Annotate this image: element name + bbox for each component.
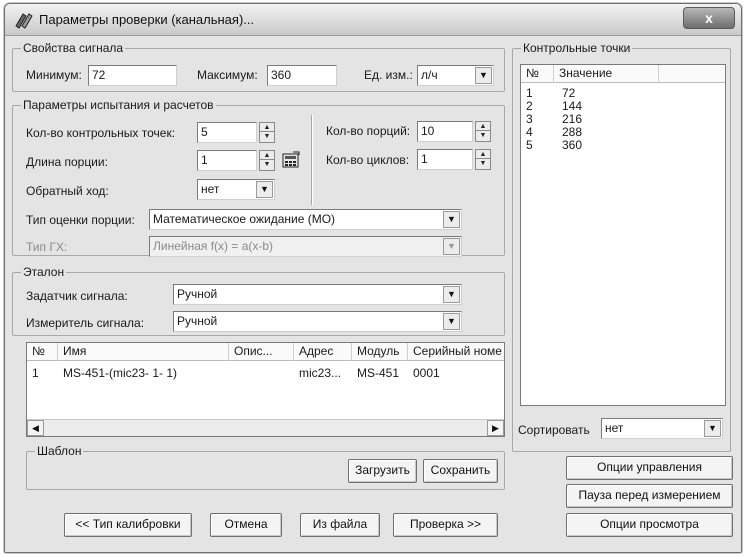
etalon-legend: Эталон — [23, 265, 65, 279]
cp-value: 72 — [562, 86, 576, 100]
spin-down-icon[interactable]: ▼ — [263, 161, 271, 168]
maximum-label: Максимум: — [197, 68, 258, 82]
view-options-button[interactable]: Опции просмотра — [566, 513, 733, 537]
estimate-type-label: Тип оценки порции: — [26, 213, 135, 227]
estimate-type-value: Математическое ожидание (МО) — [153, 212, 336, 226]
checkpoints-legend: Контрольные точки — [523, 41, 631, 55]
check-next-button[interactable]: Проверка >> — [393, 513, 498, 537]
close-icon: x — [705, 10, 713, 26]
portions-label: Кол-во порций: — [326, 124, 411, 138]
row-name: MS-451-(mic23- 1- 1) — [63, 366, 178, 380]
cp-num: 3 — [526, 112, 533, 126]
col-name[interactable]: Имя — [58, 343, 229, 361]
calculator-icon[interactable] — [282, 151, 300, 169]
cycles-spinner[interactable] — [475, 149, 491, 170]
spin-down-icon[interactable]: ▼ — [479, 160, 487, 167]
list-item[interactable] — [521, 126, 725, 139]
col-serial[interactable]: Серийный номе — [413, 344, 502, 358]
col-address[interactable]: Адрес — [294, 343, 352, 361]
reverse-dropdown-icon[interactable]: ▼ — [256, 181, 273, 198]
signal-meter-select[interactable] — [173, 311, 462, 332]
sort-dropdown-icon[interactable]: ▼ — [704, 420, 721, 437]
checkpoints-list[interactable] — [520, 64, 726, 406]
unit-label: Ед. изм.: — [364, 68, 413, 82]
list-item[interactable] — [521, 139, 725, 152]
cp-value: 360 — [562, 138, 583, 152]
cp-col-num[interactable]: № — [521, 65, 554, 83]
portion-length-input[interactable]: 1 — [197, 150, 257, 171]
gx-type-select — [149, 236, 462, 257]
gx-type-value: Линейная f(x) = a(x-b) — [153, 239, 274, 253]
list-item[interactable] — [521, 87, 725, 100]
portions-input[interactable]: 10 — [417, 121, 473, 142]
app-icon — [14, 11, 34, 29]
signal-setter-label: Задатчик сигнала: — [26, 289, 128, 303]
scroll-left-icon[interactable]: ◀ — [27, 420, 44, 436]
unit-dropdown-icon[interactable]: ▼ — [475, 67, 492, 84]
spin-down-icon[interactable]: ▼ — [479, 132, 487, 139]
row-serial: 0001 — [413, 366, 440, 380]
window-title: Параметры проверки (канальная)... — [39, 12, 255, 27]
minimum-input[interactable]: 72 — [88, 65, 177, 86]
signal-meter-label: Измеритель сигнала: — [26, 316, 145, 330]
title-bar[interactable] — [5, 4, 741, 36]
scroll-right-icon[interactable]: ▶ — [487, 420, 504, 436]
spin-up-icon[interactable]: ▲ — [476, 150, 490, 159]
list-item[interactable] — [521, 100, 725, 113]
unit-select[interactable] — [417, 65, 494, 86]
cp-value: 288 — [562, 125, 583, 139]
spin-up-icon[interactable]: ▲ — [260, 123, 274, 132]
estimate-dropdown-icon[interactable]: ▼ — [443, 211, 460, 228]
portion-length-spinner[interactable] — [259, 150, 275, 171]
spin-down-icon[interactable]: ▼ — [263, 133, 271, 140]
test-parameters-legend: Параметры испытания и расчетов — [23, 98, 214, 112]
control-options-button[interactable]: Опции управления — [566, 456, 733, 480]
close-button[interactable] — [683, 7, 735, 29]
reverse-select[interactable] — [197, 179, 275, 200]
devices-hscrollbar[interactable] — [27, 419, 504, 436]
portion-length-label: Длина порции: — [26, 155, 108, 169]
sort-label: Сортировать — [518, 423, 590, 437]
signal-properties-legend: Свойства сигнала — [23, 41, 124, 55]
cp-col-value[interactable]: Значение — [554, 65, 659, 83]
cp-num: 5 — [526, 138, 533, 152]
sort-select-value: нет — [605, 421, 624, 435]
spin-up-icon[interactable]: ▲ — [476, 122, 490, 131]
estimate-type-select[interactable] — [149, 209, 462, 230]
reverse-label: Обратный ход: — [26, 184, 109, 198]
signal-setter-value: Ручной — [177, 287, 218, 301]
signal-meter-value: Ручной — [177, 314, 218, 328]
load-template-button[interactable]: Загрузить — [348, 459, 417, 483]
col-num[interactable]: № — [27, 343, 58, 361]
signal-setter-select[interactable] — [173, 284, 462, 305]
row-num: 1 — [32, 366, 39, 380]
cycles-label: Кол-во циклов: — [326, 153, 410, 167]
dialog-window — [4, 3, 742, 553]
col-module[interactable]: Модуль — [352, 343, 408, 361]
pause-before-measure-button[interactable]: Пауза перед измерением — [566, 484, 733, 508]
unit-select-value: л/ч — [421, 68, 438, 82]
devices-list[interactable] — [26, 342, 505, 437]
cp-num: 4 — [526, 125, 533, 139]
maximum-input[interactable]: 360 — [267, 65, 337, 86]
cp-count-spinner[interactable] — [259, 122, 275, 143]
cancel-button[interactable]: Отмена — [210, 513, 282, 537]
portions-spinner[interactable] — [475, 121, 491, 142]
minimum-label: Минимум: — [26, 68, 82, 82]
cp-num: 2 — [526, 99, 533, 113]
cycles-input[interactable]: 1 — [417, 149, 473, 170]
sort-select[interactable] — [601, 418, 723, 439]
list-item[interactable] — [521, 113, 725, 126]
from-file-button[interactable]: Из файла — [300, 513, 380, 537]
template-legend: Шаблон — [37, 444, 82, 458]
row-module: MS-451 — [357, 366, 400, 380]
cp-count-input[interactable]: 5 — [197, 122, 257, 143]
reverse-select-value: нет — [201, 182, 220, 196]
checkpoints-list-header — [521, 65, 725, 83]
col-desc[interactable]: Опис... — [229, 343, 294, 361]
setter-dropdown-icon[interactable]: ▼ — [443, 286, 460, 303]
cp-value: 144 — [562, 99, 583, 113]
save-template-button[interactable]: Сохранить — [423, 459, 498, 483]
row-address: mic23... — [299, 366, 342, 380]
cp-num: 1 — [526, 86, 533, 100]
gx-dropdown-icon: ▼ — [443, 238, 460, 255]
dialog-body — [5, 37, 741, 553]
calibration-type-back-button[interactable]: << Тип калибровки — [64, 513, 192, 537]
devices-list-header — [27, 343, 504, 361]
gx-type-label: Тип ГХ: — [26, 240, 68, 254]
cp-value: 216 — [562, 112, 583, 126]
meter-dropdown-icon[interactable]: ▼ — [443, 313, 460, 330]
test-params-divider — [311, 115, 313, 205]
cp-count-label: Кол-во контрольных точек: — [26, 126, 176, 140]
spin-up-icon[interactable]: ▲ — [260, 151, 274, 160]
